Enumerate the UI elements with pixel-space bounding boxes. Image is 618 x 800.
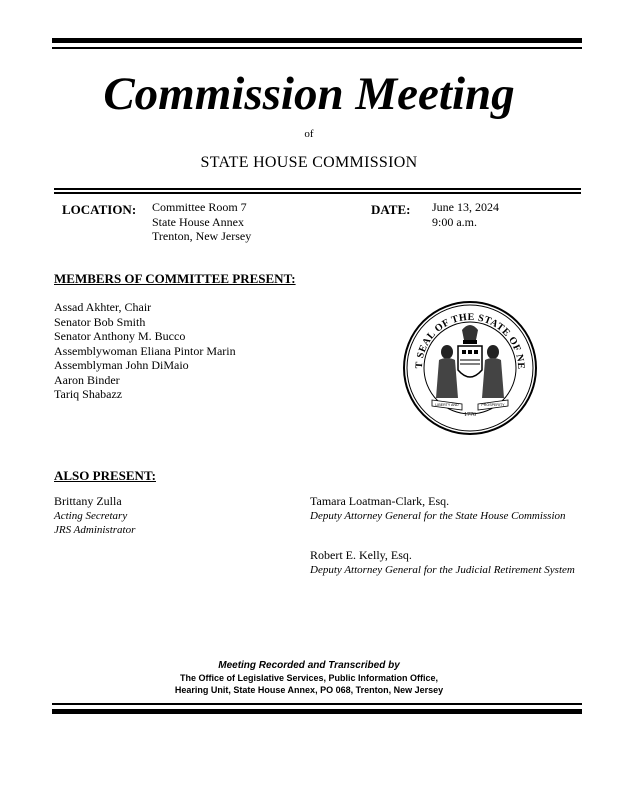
bottom-rule-thick [52,709,582,714]
footer [0,660,618,696]
attendee-name: Brittany Zulla [54,494,122,508]
date-line-2: 9:00 a.m. [432,214,477,229]
members-list [54,300,236,402]
attendee-title: Deputy Attorney General for the State House Commission [310,509,566,522]
member-name: Assemblywoman Eliana Pintor Marin [54,343,236,358]
also-present-right-1 [310,494,566,523]
location-label: LOCATION: [62,202,137,217]
svg-text:LIBERTY AND: LIBERTY AND [435,403,459,407]
member-name: Assemblyman John DiMaio [54,358,189,372]
great-seal-of-new-jersey-icon [402,300,538,436]
svg-text:1776: 1776 [464,412,476,418]
date-value [432,200,499,229]
member-name: Senator Bob Smith [54,314,146,329]
also-present-heading: ALSO PRESENT: [54,468,156,483]
top-rule-thin [52,47,582,49]
svg-text:THE GREAT SEAL OF THE STATE OF: T SEAL OF THE STATE OF NE [413,311,527,370]
attendee-title: Acting Secretary [54,509,128,522]
bottom-rule-thin [52,703,582,705]
footer-line-3: Hearing Unit, State House Annex, PO 068, Trenton, New Jersey [174,685,444,695]
footer-line-2: The Office of Legislative Services, Public Information Office, [179,673,439,683]
attendee-title: Deputy Attorney General for the Judicial Retirement System [310,563,575,576]
footer-line-1: Meeting Recorded and Transcribed by [218,660,400,671]
commission-name: STATE HOUSE COMMISSION [200,154,418,171]
top-rule-thick [52,38,582,43]
member-name: Tariq Shabazz [54,387,123,401]
member-name: Senator Anthony M. Bucco [54,329,186,343]
attendee-name: Tamara Loatman-Clark, Esq. [310,494,450,508]
also-present-right-2 [310,548,575,577]
members-heading: MEMBERS OF COMMITTEE PRESENT: [54,271,296,286]
attendee-name: Robert E. Kelly, Esq. [310,548,412,562]
location-line-2: State House Annex [152,214,244,229]
location-line-3: Trenton, New Jersey [152,229,252,243]
date-label: DATE: [371,202,411,217]
member-name: Assad Akhter, Chair [54,300,152,314]
svg-text:PROSPERITY: PROSPERITY [481,403,505,407]
mid-rule-1 [54,188,581,190]
location-line-1: Committee Room 7 [152,200,247,214]
member-name: Aaron Binder [54,372,120,387]
location-value [152,200,251,244]
attendee-title: JRS Administrator [54,523,136,536]
mid-rule-2 [54,192,581,194]
of-text: of [304,128,314,140]
page-title: Commission Meeting [103,68,515,120]
date-line-1: June 13, 2024 [432,200,499,214]
also-present-left [54,494,135,537]
